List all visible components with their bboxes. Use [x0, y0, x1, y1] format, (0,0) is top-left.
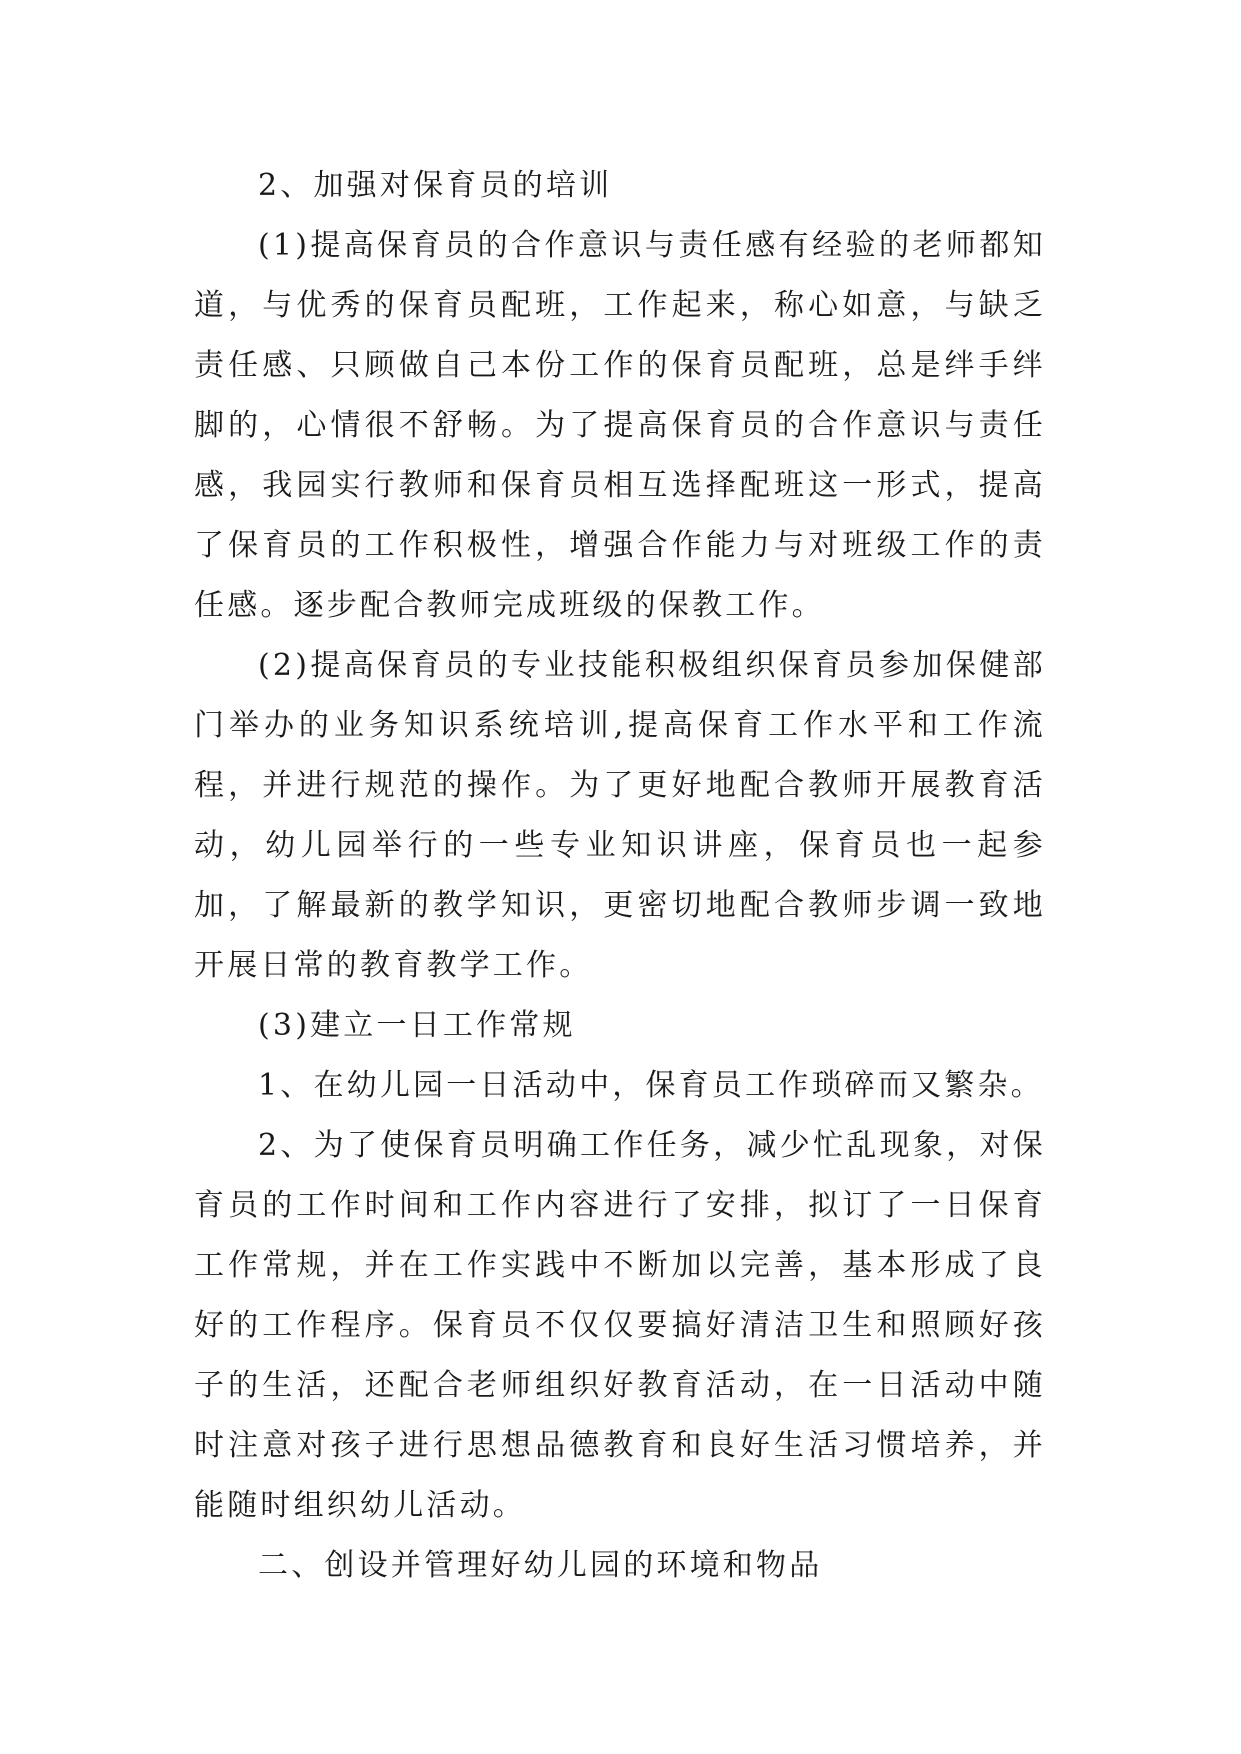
- section-heading-environment: 二、创设并管理好幼儿园的环境和物品: [258, 1548, 823, 1583]
- paragraph-professional-skills: (2)提高保育员的专业技能积极组织保育员参加保健部门举办的业务知识系统培训,提高保育工作水平和工作流程，并进行规范的操作。为了更好地配合教师开展教育活动，幼儿园举行的一些专业知识讲座，保育员也一起参加，了解最新的教学知识，更密切地配合教师步调一致地开展日常的教育教学工作。: [194, 648, 1046, 983]
- document-body: [194, 156, 1046, 1596]
- paragraph-cooperation: (1)提高保育员的合作意识与责任感有经验的老师都知道，与优秀的保育员配班，工作起来，称心如意，与缺乏责任感、只顾做自己本份工作的保育员配班，总是绊手绊脚的，心情很不舒畅。为了提高保育员的合作意识与责任感，我园实行教师和保育员相互选择配班这一形式，提高了保育员的工作积极性，增强合作能力与对班级工作的责任感。逐步配合教师完成班级的保教工作。: [194, 228, 1046, 623]
- section-heading-training: 2、加强对保育员的培训: [258, 168, 613, 203]
- subheading-daily-routine: (3)建立一日工作常规: [258, 1008, 576, 1043]
- paragraph-work-arrangement: 2、为了使保育员明确工作任务，减少忙乱现象，对保育员的工作时间和工作内容进行了安排，拟订了一日保育工作常规，并在工作实践中不断加以完善，基本形成了良好的工作程序。保育员不仅仅要搞好清洁卫生和照顾好孩子的生活，还配合老师组织好教育活动，在一日活动中随时注意对孩子进行思想品德教育和良好生活习惯培养，并能随时组织幼儿活动。: [194, 1128, 1046, 1523]
- paragraph-daily-activity: 1、在幼儿园一日活动中，保育员工作琐碎而又繁杂。: [258, 1068, 1044, 1103]
